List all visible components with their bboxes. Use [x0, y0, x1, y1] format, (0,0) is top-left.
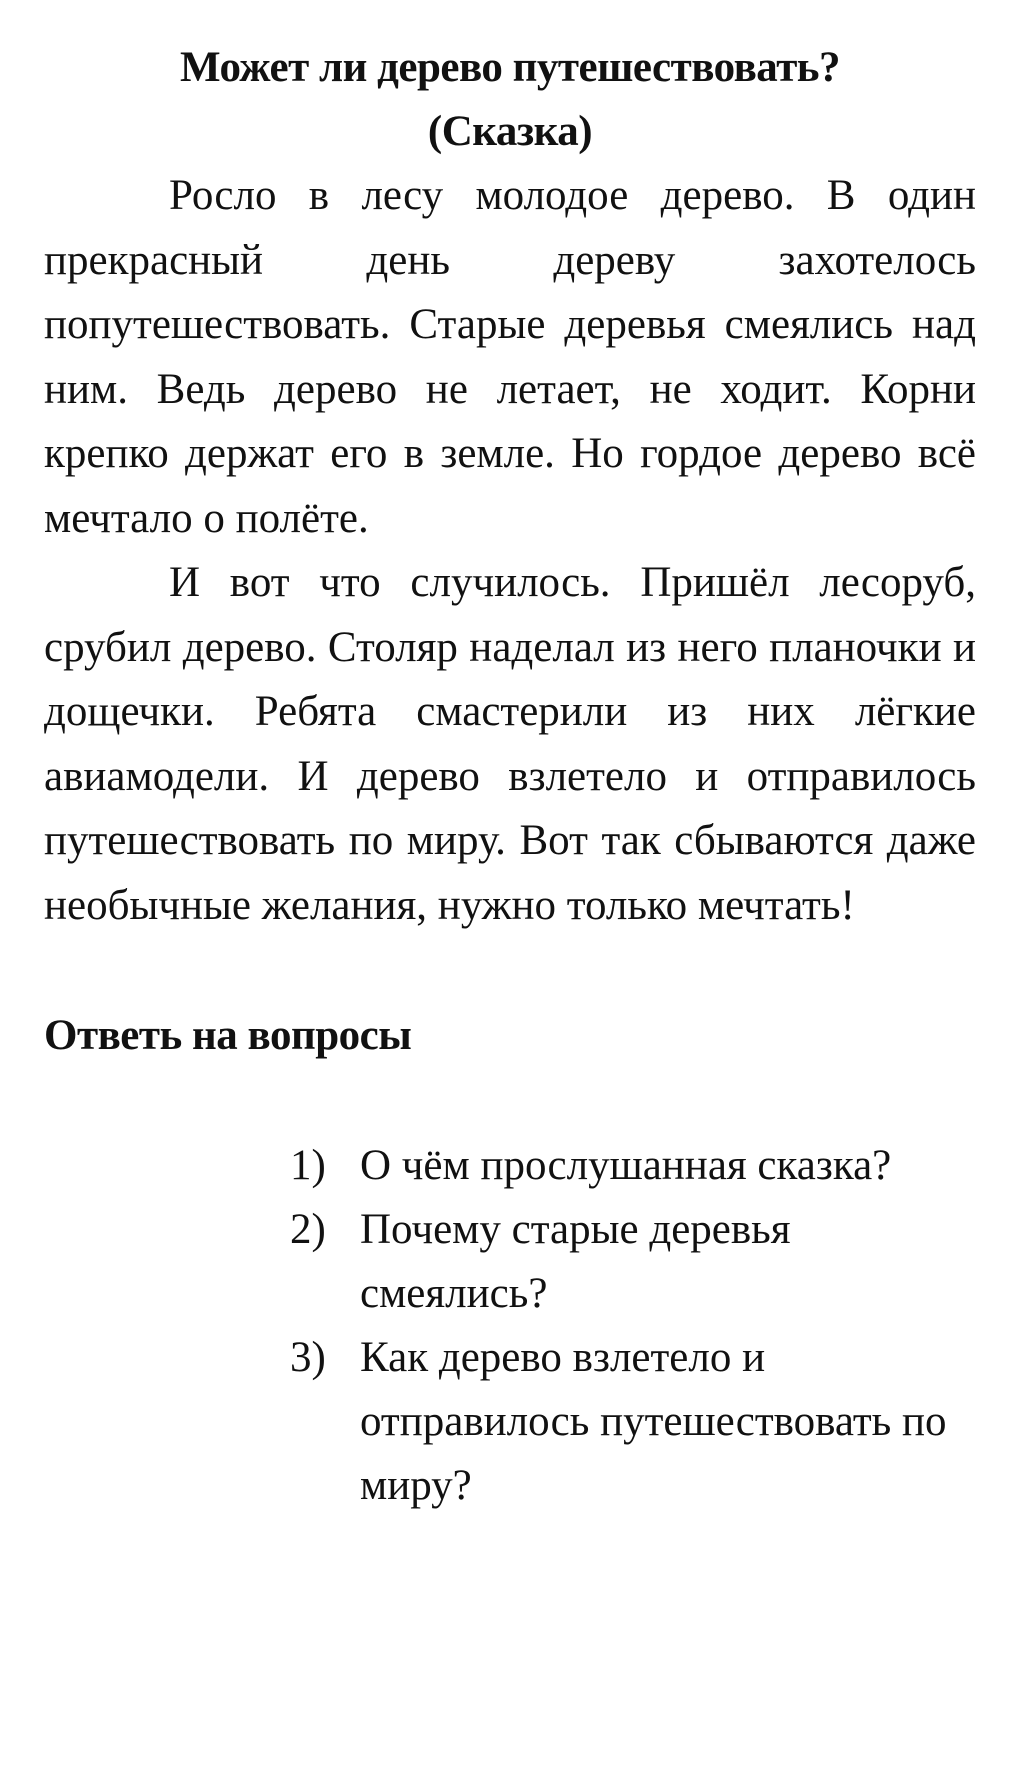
- question-text: Как дерево взлетело и отправилось путешествовать по миру?: [360, 1334, 947, 1509]
- story-text: [44, 164, 976, 938]
- questions-heading: Ответь на вопросы: [44, 1012, 412, 1059]
- questions-list: [44, 1134, 976, 1518]
- question-text: Почему старые деревья смеялись?: [360, 1206, 791, 1317]
- question-item-2: [280, 1198, 976, 1326]
- story-paragraph-1: Росло в лесу молодое дерево. В один прекрасный день дереву захотелось попутешествовать. Старые деревья смеялись над ним. Ведь дерево не летает, не ходит. Корни крепко держат его в земле. Но гордое дерево всё мечтало о полёте.: [44, 172, 976, 542]
- document-title: [44, 36, 976, 164]
- question-number: 1): [290, 1142, 326, 1189]
- question-item-1: [280, 1134, 976, 1198]
- question-number: 2): [290, 1206, 326, 1253]
- title-subtitle: (Сказка): [427, 108, 593, 155]
- story-paragraph-2: И вот что случилось. Пришёл лесоруб, срубил дерево. Столяр наделал из него планочки и дощечки. Ребята смастерили из них лёгкие авиамодели. И дерево взлетело и отправилось путешествовать по миру. Вот так сбываются даже необычные желания, нужно только мечтать!: [44, 559, 976, 929]
- question-number: 3): [290, 1334, 326, 1381]
- title-main: Может ли дерево путешествовать?: [179, 44, 841, 91]
- question-text: О чём прослушанная сказка?: [360, 1142, 892, 1189]
- question-item-3: [280, 1326, 976, 1518]
